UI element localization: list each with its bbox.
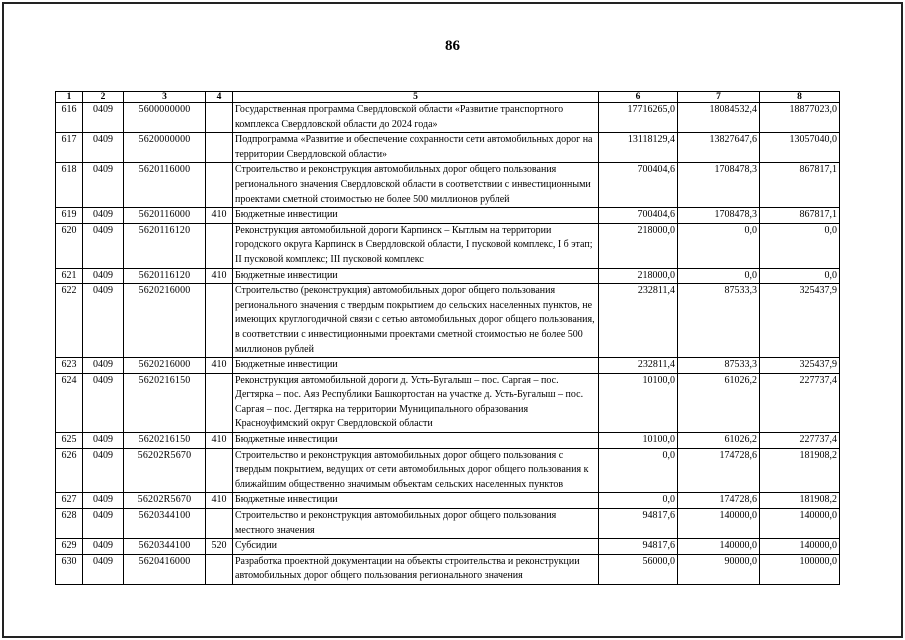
amount-cell: 140000,0 [760, 509, 840, 539]
amount-cell: 87533,3 [678, 358, 760, 374]
amount-cell: 140000,0 [678, 539, 760, 555]
amount-cell: 232811,4 [599, 358, 678, 374]
amount-cell: 61026,2 [678, 373, 760, 432]
expense-type-cell: 520 [206, 539, 233, 555]
column-header: 2 [83, 92, 124, 103]
expense-type-cell [206, 223, 233, 268]
amount-cell: 867817,1 [760, 163, 840, 208]
target-code-cell: 5620344100 [124, 539, 206, 555]
table-row [56, 539, 840, 555]
section-code-cell: 0409 [83, 539, 124, 555]
table-row [56, 358, 840, 374]
column-header: 3 [124, 92, 206, 103]
expense-type-cell [206, 373, 233, 432]
item-name-cell: Строительство и реконструкция автомобильных дорог общего пользования местного значения [233, 509, 599, 539]
expense-type-cell: 410 [206, 433, 233, 449]
section-code-cell: 0409 [83, 448, 124, 493]
target-code-cell: 5600000000 [124, 103, 206, 133]
amount-cell: 325437,9 [760, 284, 840, 358]
amount-cell: 700404,6 [599, 163, 678, 208]
row-number-cell: 618 [56, 163, 83, 208]
target-code-cell: 5620344100 [124, 509, 206, 539]
row-number-cell: 626 [56, 448, 83, 493]
item-name-cell: Субсидии [233, 539, 599, 555]
section-code-cell: 0409 [83, 509, 124, 539]
amount-cell: 1708478,3 [678, 208, 760, 224]
expense-type-cell: 410 [206, 208, 233, 224]
budget-table [55, 91, 840, 585]
amount-cell: 140000,0 [678, 509, 760, 539]
table-row [56, 373, 840, 432]
target-code-cell: 5620116120 [124, 268, 206, 284]
table-row [56, 163, 840, 208]
expense-type-cell [206, 448, 233, 493]
amount-cell: 56000,0 [599, 554, 678, 584]
target-code-cell: 5620116000 [124, 208, 206, 224]
table-row [56, 493, 840, 509]
amount-cell: 0,0 [678, 268, 760, 284]
row-number-cell: 628 [56, 509, 83, 539]
amount-cell: 13057040,0 [760, 133, 840, 163]
amount-cell: 18084532,4 [678, 103, 760, 133]
amount-cell: 227737,4 [760, 433, 840, 449]
column-header: 4 [206, 92, 233, 103]
row-number-cell: 622 [56, 284, 83, 358]
table-row [56, 133, 840, 163]
amount-cell: 227737,4 [760, 373, 840, 432]
row-number-cell: 619 [56, 208, 83, 224]
section-code-cell: 0409 [83, 133, 124, 163]
column-header: 5 [233, 92, 599, 103]
amount-cell: 90000,0 [678, 554, 760, 584]
expense-type-cell [206, 163, 233, 208]
column-header: 6 [599, 92, 678, 103]
amount-cell: 100000,0 [760, 554, 840, 584]
item-name-cell: Строительство и реконструкция автомобильных дорог общего пользования с твердым покрытием, ведущих от сети автомобильных дорог общего пользования к ближайшим общественно значимым объектам сельских населенных пунктов [233, 448, 599, 493]
amount-cell: 140000,0 [760, 539, 840, 555]
amount-cell: 87533,3 [678, 284, 760, 358]
column-header: 1 [56, 92, 83, 103]
table-row [56, 103, 840, 133]
amount-cell: 181908,2 [760, 448, 840, 493]
table-row [56, 223, 840, 268]
page-number: 86 [445, 38, 460, 54]
row-number-cell: 629 [56, 539, 83, 555]
section-code-cell: 0409 [83, 373, 124, 432]
target-code-cell: 5620116000 [124, 163, 206, 208]
section-code-cell: 0409 [83, 268, 124, 284]
expense-type-cell [206, 509, 233, 539]
expense-type-cell: 410 [206, 268, 233, 284]
section-code-cell: 0409 [83, 163, 124, 208]
target-code-cell: 5620216000 [124, 284, 206, 358]
amount-cell: 10100,0 [599, 433, 678, 449]
amount-cell: 218000,0 [599, 268, 678, 284]
section-code-cell: 0409 [83, 433, 124, 449]
row-number-cell: 627 [56, 493, 83, 509]
item-name-cell: Разработка проектной документации на объекты строительства и реконструкции автомобильных дорог общего пользования регионального значения [233, 554, 599, 584]
amount-cell: 232811,4 [599, 284, 678, 358]
amount-cell: 10100,0 [599, 373, 678, 432]
row-number-cell: 617 [56, 133, 83, 163]
row-number-cell: 624 [56, 373, 83, 432]
section-code-cell: 0409 [83, 284, 124, 358]
amount-cell: 13118129,4 [599, 133, 678, 163]
expense-type-cell [206, 554, 233, 584]
amount-cell: 174728,6 [678, 448, 760, 493]
table-header-row [56, 92, 840, 103]
target-code-cell: 5620116120 [124, 223, 206, 268]
section-code-cell: 0409 [83, 208, 124, 224]
item-name-cell: Строительство (реконструкция) автомобильных дорог общего пользования регионального значения с твердым покрытием до сельских населенных пунктов, не имеющих круглогодичной связи с сетью автомобильных дорог общего пользования, в соответствии с инвестиционными проектами сметной стоимостью не более 500 миллионов рублей [233, 284, 599, 358]
row-number-cell: 630 [56, 554, 83, 584]
amount-cell: 18877023,0 [760, 103, 840, 133]
row-number-cell: 620 [56, 223, 83, 268]
item-name-cell: Строительство и реконструкция автомобильных дорог общего пользования регионального значения Свердловской области в соответствии с инвестиционными проектами сметной стоимостью не более 500 миллионов рублей [233, 163, 599, 208]
item-name-cell: Бюджетные инвестиции [233, 493, 599, 509]
column-header: 7 [678, 92, 760, 103]
amount-cell: 0,0 [760, 268, 840, 284]
target-code-cell: 5620416000 [124, 554, 206, 584]
table-row [56, 284, 840, 358]
section-code-cell: 0409 [83, 493, 124, 509]
amount-cell: 867817,1 [760, 208, 840, 224]
amount-cell: 174728,6 [678, 493, 760, 509]
item-name-cell: Реконструкция автомобильной дороги Карпинск – Кытлым на территории городского округа Карпинск в Свердловской области, I пусковой комплекс, I б этап; II пусковой комплекс; III пусковой комплекс [233, 223, 599, 268]
amount-cell: 94817,6 [599, 539, 678, 555]
row-number-cell: 623 [56, 358, 83, 374]
amount-cell: 0,0 [760, 223, 840, 268]
item-name-cell: Бюджетные инвестиции [233, 433, 599, 449]
amount-cell: 218000,0 [599, 223, 678, 268]
target-code-cell: 5620216150 [124, 373, 206, 432]
item-name-cell: Подпрограмма «Развитие и обеспечение сохранности сети автомобильных дорог на территории Свердловской области» [233, 133, 599, 163]
amount-cell: 0,0 [599, 448, 678, 493]
amount-cell: 13827647,6 [678, 133, 760, 163]
table-row [56, 208, 840, 224]
expense-type-cell: 410 [206, 493, 233, 509]
target-code-cell: 5620216150 [124, 433, 206, 449]
amount-cell: 94817,6 [599, 509, 678, 539]
row-number-cell: 616 [56, 103, 83, 133]
amount-cell: 325437,9 [760, 358, 840, 374]
table-row [56, 433, 840, 449]
table-row [56, 448, 840, 493]
section-code-cell: 0409 [83, 103, 124, 133]
table-row [56, 554, 840, 584]
target-code-cell: 56202R5670 [124, 448, 206, 493]
table-row [56, 268, 840, 284]
amount-cell: 0,0 [678, 223, 760, 268]
target-code-cell: 5620000000 [124, 133, 206, 163]
target-code-cell: 56202R5670 [124, 493, 206, 509]
section-code-cell: 0409 [83, 554, 124, 584]
item-name-cell: Государственная программа Свердловской области «Развитие транспортного комплекса Свердловской области до 2024 года» [233, 103, 599, 133]
expense-type-cell [206, 133, 233, 163]
amount-cell: 700404,6 [599, 208, 678, 224]
section-code-cell: 0409 [83, 223, 124, 268]
item-name-cell: Бюджетные инвестиции [233, 208, 599, 224]
amount-cell: 181908,2 [760, 493, 840, 509]
row-number-cell: 621 [56, 268, 83, 284]
amount-cell: 17716265,0 [599, 103, 678, 133]
expense-type-cell [206, 284, 233, 358]
expense-type-cell: 410 [206, 358, 233, 374]
expense-type-cell [206, 103, 233, 133]
row-number-cell: 625 [56, 433, 83, 449]
table-row [56, 509, 840, 539]
item-name-cell: Бюджетные инвестиции [233, 358, 599, 374]
item-name-cell: Реконструкция автомобильной дороги д. Усть-Бугалыш – пос. Саргая – пос. Дегтярка – пос. Аяз Республики Башкортостан на участке д. Усть-Бугалыш – пос. Саргая – пос. Дегтярка на территории Муниципального образования Красноуфимский округ Свердловской области [233, 373, 599, 432]
section-code-cell: 0409 [83, 358, 124, 374]
item-name-cell: Бюджетные инвестиции [233, 268, 599, 284]
amount-cell: 61026,2 [678, 433, 760, 449]
amount-cell: 0,0 [599, 493, 678, 509]
target-code-cell: 5620216000 [124, 358, 206, 374]
column-header: 8 [760, 92, 840, 103]
amount-cell: 1708478,3 [678, 163, 760, 208]
